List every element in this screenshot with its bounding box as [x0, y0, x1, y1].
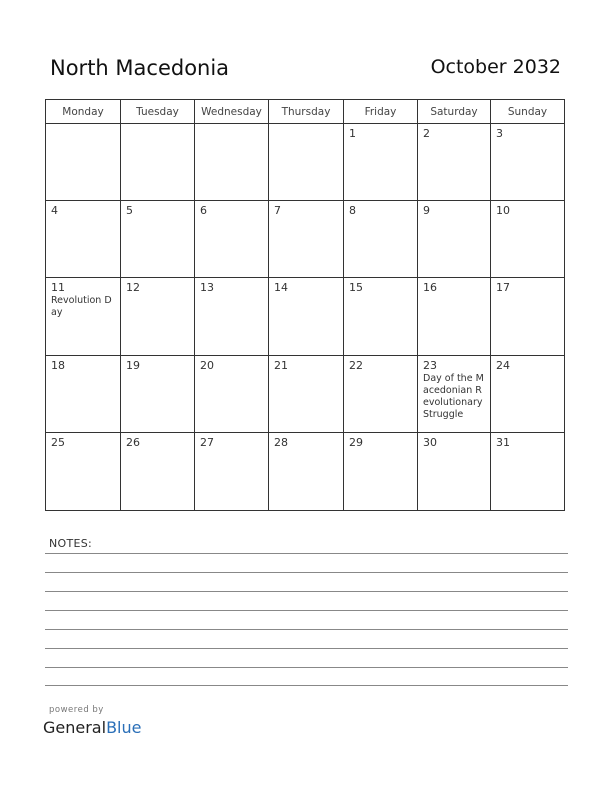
day-number: 20 [200, 358, 214, 372]
day-cell [46, 124, 121, 201]
day-number: 18 [51, 358, 65, 372]
generalblue-logo [43, 718, 141, 737]
day-number: 3 [496, 127, 503, 140]
day-cell [195, 356, 269, 433]
day-cell [344, 201, 418, 278]
day-number: 23 [423, 358, 437, 372]
day-cell [121, 356, 195, 433]
note-line [45, 553, 568, 554]
day-cell [491, 124, 564, 201]
day-number: 8 [349, 204, 356, 218]
day-number: 4 [51, 204, 58, 218]
powered-by-text: powered by [49, 705, 104, 715]
day-number: 2 [423, 127, 430, 140]
day-cell [418, 124, 491, 201]
day-cell [269, 124, 344, 201]
day-number: 6 [200, 204, 207, 218]
day-cell [344, 356, 418, 433]
note-line [45, 667, 568, 668]
day-cell [344, 124, 418, 201]
day-number: 15 [349, 281, 363, 295]
day-number: 22 [349, 358, 363, 372]
brand-general: General [43, 718, 107, 737]
day-cell [46, 201, 121, 278]
day-cell [418, 201, 491, 278]
day-cell [195, 201, 269, 278]
day-cell [46, 356, 121, 433]
weekday-header-wednesday: Wednesday [195, 100, 269, 124]
day-number: 9 [423, 204, 430, 218]
weekday-header-sunday: Sunday [491, 100, 564, 124]
month-year-title: October 2032 [430, 56, 561, 78]
day-number: 24 [496, 358, 510, 372]
day-cell [491, 433, 564, 510]
notes-label: NOTES: [49, 537, 93, 550]
note-line [45, 572, 568, 573]
day-cell [418, 278, 491, 355]
day-cell [121, 278, 195, 355]
note-line [45, 591, 568, 592]
day-cell [121, 433, 195, 510]
country-title: North Macedonia [50, 56, 230, 80]
weekday-header-friday: Friday [344, 100, 418, 124]
holiday-label: Revolution Day [51, 295, 112, 319]
weekday-header-tuesday: Tuesday [121, 100, 195, 124]
calendar-grid [45, 99, 565, 511]
day-number: 12 [126, 281, 140, 295]
day-number: 16 [423, 281, 437, 295]
day-number: 25 [51, 435, 65, 449]
day-cell [344, 433, 418, 510]
day-number: 11 [51, 281, 65, 295]
day-cell [195, 433, 269, 510]
day-number: 1 [349, 127, 356, 140]
day-cell [195, 124, 269, 201]
day-cell [269, 201, 344, 278]
day-cell [195, 278, 269, 355]
day-cell [269, 278, 344, 355]
day-cell [344, 278, 418, 355]
note-line [45, 685, 568, 686]
day-cell [418, 356, 491, 433]
weekday-header-thursday: Thursday [269, 100, 344, 124]
day-cell [269, 356, 344, 433]
day-number: 14 [274, 281, 288, 295]
holiday-label: Day of the Macedonian Revolutionary Struggle [423, 372, 484, 420]
day-cell [121, 124, 195, 201]
day-number: 21 [274, 358, 288, 372]
day-number: 13 [200, 281, 214, 295]
day-number: 28 [274, 435, 288, 449]
day-number: 19 [126, 358, 140, 372]
note-line [45, 610, 568, 611]
day-cell [46, 278, 121, 355]
weekday-header-saturday: Saturday [418, 100, 491, 124]
day-cell [491, 201, 564, 278]
note-line [45, 629, 568, 630]
day-cell [269, 433, 344, 510]
day-number: 5 [126, 204, 133, 218]
note-line [45, 648, 568, 649]
day-number: 10 [496, 204, 510, 218]
day-cell [46, 433, 121, 510]
day-cell [491, 356, 564, 433]
day-number: 31 [496, 435, 510, 449]
day-number: 7 [274, 204, 281, 218]
day-number: 27 [200, 435, 214, 449]
day-number: 26 [126, 435, 140, 449]
day-number: 17 [496, 281, 510, 295]
day-number: 29 [349, 435, 363, 449]
day-cell [491, 278, 564, 355]
weekday-header-monday: Monday [46, 100, 121, 124]
day-number: 30 [423, 435, 437, 449]
brand-blue: Blue [106, 718, 142, 737]
day-cell [121, 201, 195, 278]
day-cell [418, 433, 491, 510]
